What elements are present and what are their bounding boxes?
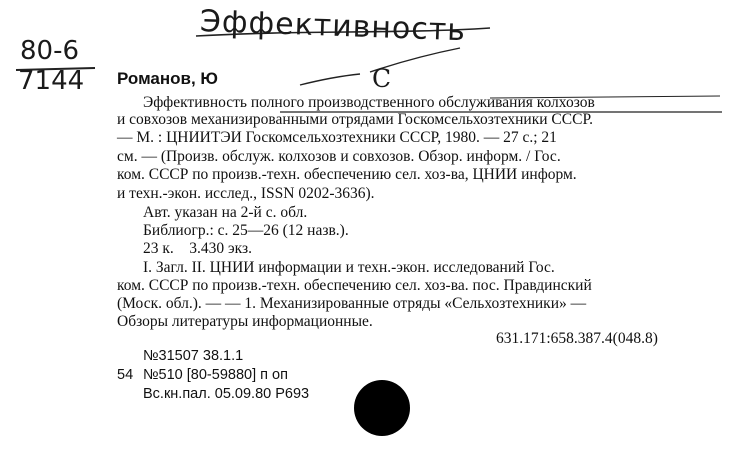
footer-number-line: №31507 38.1.1	[143, 348, 244, 364]
entry-body-line: и техн.-экон. исслед., ISSN 0202-3636).	[117, 185, 375, 202]
entry-body-line: — М. : ЦНИИТЭИ Госкомсельхозтехники СССР, 1980. — 27 с.; 21	[117, 129, 557, 146]
pencil-stroke-a	[300, 74, 360, 85]
entry-tracing: I. Загл. II. ЦНИИ информации и техн.-экон. исследований Гос.	[143, 259, 555, 276]
entry-note: Библиогр.: с. 25—26 (12 назв.).	[143, 222, 349, 239]
entry-note: 23 к. 3.430 экз.	[143, 240, 253, 257]
entry-body-line: и совхозов механизированными отрядами Госкомсельхозтехники СССР.	[117, 111, 593, 128]
handwritten-shelf-mark-bottom: 7144	[18, 66, 85, 96]
entry-body-line: см. — (Произв. обслуж. колхозов и совхозов. Обзор. информ. / Гос.	[117, 148, 561, 165]
udc-classification: 631.171:658.387.4(048.8)	[496, 330, 658, 347]
punch-hole	[354, 380, 410, 436]
handwritten-letter: С	[372, 64, 392, 93]
entry-tracing: Обзоры литературы информационные.	[117, 313, 373, 330]
entry-tracing: ком. СССР по произв.-техн. обеспечению сел. хоз-ва. пос. Правдинский	[117, 277, 592, 294]
entry-note: Авт. указан на 2-й с. обл.	[143, 204, 308, 221]
footer-order-line: №510 [80-59880] п оп	[143, 367, 288, 383]
handwritten-subject-note: Эффективность	[199, 4, 467, 49]
footer-order-prefix: 54	[117, 367, 134, 383]
entry-tracing: (Моск. обл.). — — 1. Механизированные отряды «Сельхозтехники» —	[117, 295, 587, 312]
handwritten-shelf-mark-top: 80-6	[20, 36, 80, 66]
footer-date-line: Вс.кн.пал. 05.09.80 Р693	[143, 386, 310, 402]
entry-title-line: Эффективность полного производственного обслуживания колхозов	[143, 94, 595, 111]
entry-body-line: ком. СССР по произв.-техн. обеспечению сел. хоз-ва, ЦНИИ информ.	[117, 166, 577, 183]
entry-author: Романов, Ю	[117, 69, 218, 88]
